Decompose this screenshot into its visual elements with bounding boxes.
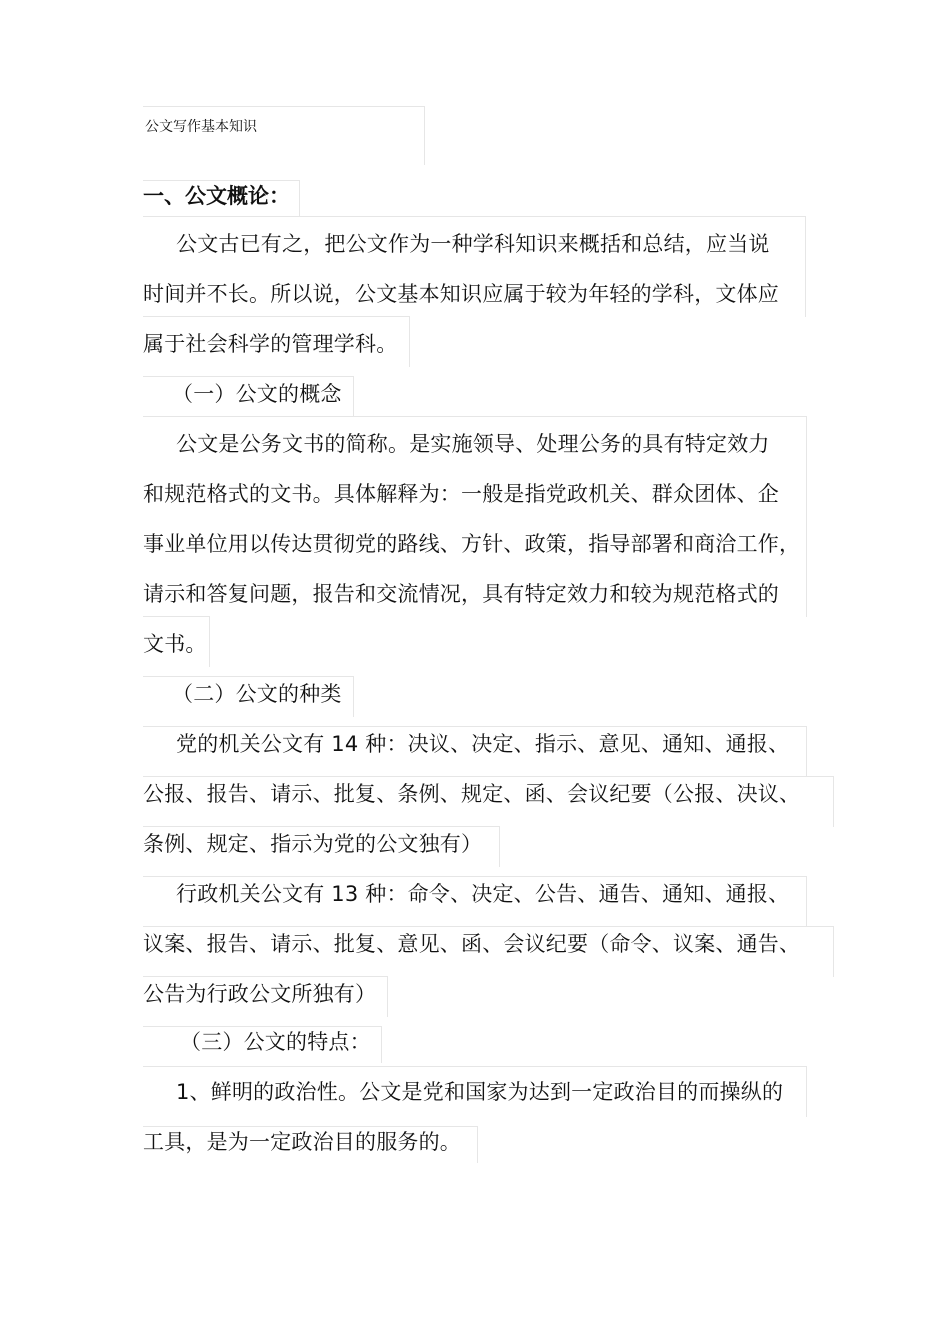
subheading-concept: （一）公文的概念 — [172, 382, 342, 406]
admin-types-line-1: 行政机关公文有 13 种：命令、决定、公告、通告、通知、通报、 — [176, 882, 790, 906]
concept-line-4: 请示和答复问题，报告和交流情况，具有特定效力和较为规范格式的 — [143, 582, 779, 606]
intro-line-2: 时间并不长。所以说，公文基本知识应属于较为年轻的学科，文体应 — [143, 282, 779, 306]
concept-line-3: 事业单位用以传达贯彻党的路线、方针、政策，指导部署和商洽工作， — [143, 532, 801, 556]
feature-1-line-1: 1、鲜明的政治性。公文是党和国家为达到一定政治目的而操纵的 — [176, 1080, 784, 1104]
party-types-line-3: 条例、规定、指示为党的公文独有） — [143, 832, 483, 856]
intro-line-3: 属于社会科学的管理学科。 — [143, 332, 398, 356]
document-title: 公文写作基本知识 — [145, 119, 257, 135]
section-heading: 一、公文概论： — [143, 184, 290, 208]
feature-1-line-2: 工具，是为一定政治目的服务的。 — [143, 1130, 461, 1154]
admin-types-line-3: 公告为行政公文所独有） — [143, 982, 377, 1006]
intro-line-1: 公文古已有之，把公文作为一种学科知识来概括和总结，应当说 — [176, 232, 770, 256]
party-types-line-2: 公报、报告、请示、批复、条例、规定、函、会议纪要（公报、决议、 — [143, 782, 801, 806]
admin-types-line-2: 议案、报告、请示、批复、意见、函、会议纪要（命令、议案、通告、 — [143, 932, 801, 956]
concept-line-1: 公文是公务文书的简称。是实施领导、处理公务的具有特定效力 — [176, 432, 770, 456]
subheading-features: （三）公文的特点： — [180, 1030, 371, 1054]
concept-line-5: 文书。 — [143, 632, 207, 656]
subheading-types: （二）公文的种类 — [172, 682, 342, 706]
party-types-line-1: 党的机关公文有 14 种：决议、决定、指示、意见、通知、通报、 — [176, 732, 790, 756]
concept-line-2: 和规范格式的文书。具体解释为：一般是指党政机关、群众团体、企 — [143, 482, 779, 506]
